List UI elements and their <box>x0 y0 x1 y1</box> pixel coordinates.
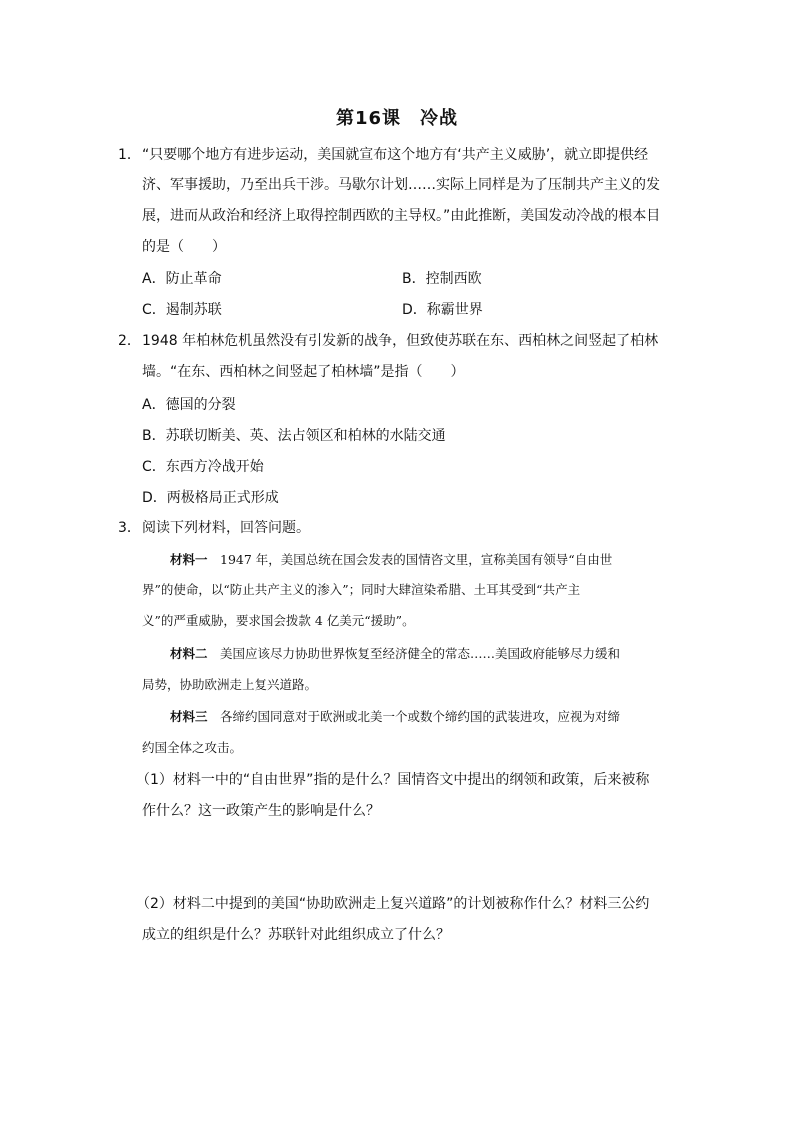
material-2-label: 材料二 <box>170 646 208 661</box>
question-2-option-d: D．两极格局正式形成 <box>142 490 279 506</box>
material-1-text: 1947 年，美国总统在国会发表的国情咨文里，宣称美国有领导“自由世 <box>207 552 613 567</box>
page-title: 第16课 冷战 <box>335 108 459 129</box>
question-1-option-b: B．控制西欧 <box>402 271 482 287</box>
question-2-number: 2． <box>118 333 141 349</box>
question-2-option-a: A．德国的分裂 <box>142 397 236 413</box>
sub-question-2-line-2: 成立的组织是什么？苏联针对此组织成立了什么？ <box>142 927 450 943</box>
material-2-line-1 <box>170 645 710 663</box>
question-2-line-2: 墙。“在东、西柏林之间竖起了柏林墙”是指（ ） <box>142 364 465 380</box>
question-2-option-c: C．东西方冷战开始 <box>142 459 264 475</box>
material-3-line-2: 约国全体之攻击。 <box>142 740 243 755</box>
question-1-option-c: C．遏制苏联 <box>142 302 222 318</box>
question-2-line-1: 1948 年柏林危机虽然没有引发新的战争，但致使苏联在东、西柏林之间竖起了柏林 <box>142 333 659 349</box>
question-1-line-2: 济、军事援助，乃至出兵干涉。马歇尔计划……实际上同样是为了压制共产主义的发 <box>142 177 660 193</box>
question-1-line-1: “只要哪个地方有进步运动，美国就宣布这个地方有‘共产主义威胁’，就立即提供经 <box>142 147 649 163</box>
material-2-text: 美国应该尽力协助世界恢复至经济健全的常态……美国政府能够尽力缓和 <box>207 646 621 661</box>
sub-question-2-line-1: （2）材料二中提到的美国“协助欧洲走上复兴道路”的计划被称作什么？材料三公约 <box>136 896 650 912</box>
material-1-line-2: 界”的使命，以“防止共产主义的渗入”；同时大肆渲染希腊、土耳其受到“共产主 <box>142 582 581 597</box>
material-1-label: 材料一 <box>170 552 208 567</box>
material-3-text: 各缔约国同意对于欧洲或北美一个或数个缔约国的武装进攻，应视为对缔 <box>207 709 621 724</box>
material-3-label: 材料三 <box>170 709 208 724</box>
material-2-line-2: 局势，协助欧洲走上复兴道路。 <box>142 677 318 692</box>
material-3-line-1 <box>170 708 710 726</box>
question-3-number: 3． <box>118 520 141 536</box>
question-3-intro: 阅读下列材料，回答问题。 <box>142 520 310 536</box>
question-1-number: 1． <box>118 147 141 163</box>
question-1-option-d: D．称霸世界 <box>402 302 483 318</box>
material-1-line-1 <box>170 551 710 569</box>
sub-question-1-line-2: 作什么？这一政策产生的影响是什么？ <box>142 803 380 819</box>
question-2-option-b: B．苏联切断美、英、法占领区和柏林的水陆交通 <box>142 428 446 444</box>
question-1-line-4: 的是（ ） <box>142 239 226 255</box>
question-1-option-a: A．防止革命 <box>142 271 222 287</box>
material-1-line-3: 义”的严重威胁，要求国会拨款 4 亿美元“援助”。 <box>142 613 415 628</box>
question-1-line-3: 展，进而从政治和经济上取得控制西欧的主导权。”由此推断，美国发动冷战的根本目 <box>142 208 661 224</box>
sub-question-1-line-1: （1）材料一中的“自由世界”指的是什么？国情咨文中提出的纲领和政策，后来被称 <box>136 772 650 788</box>
